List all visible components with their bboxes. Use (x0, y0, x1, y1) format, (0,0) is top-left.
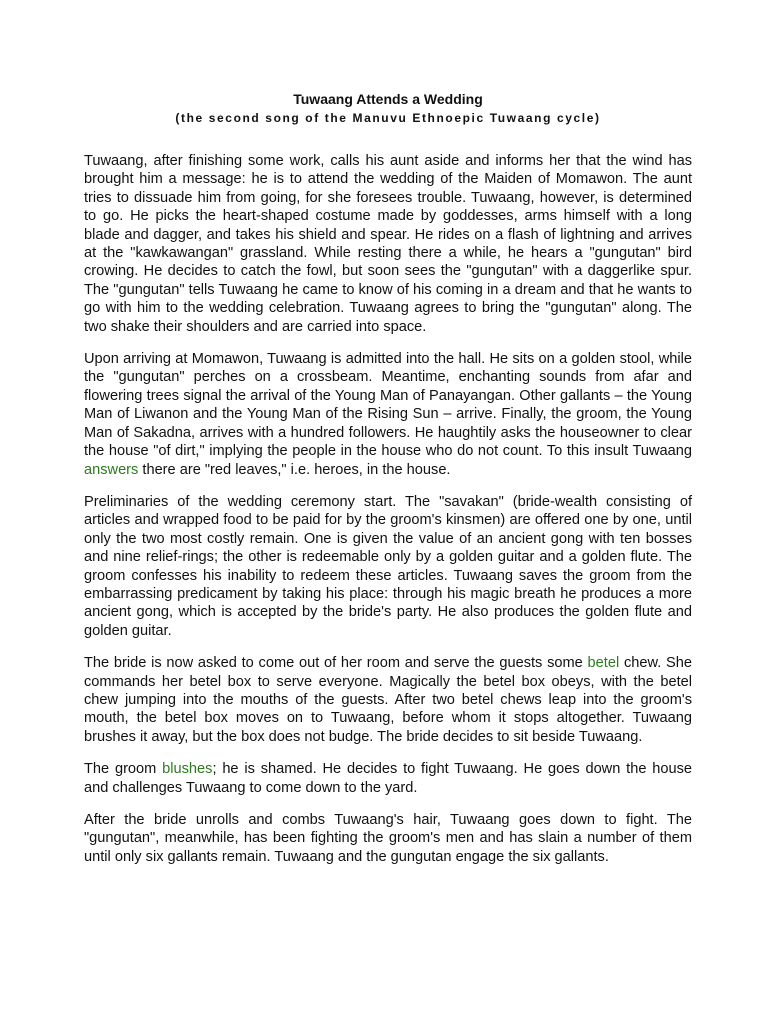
paragraph-5 (84, 760, 692, 797)
paragraph-2-text-b: there are "red leaves," i.e. heroes, in the house. (138, 461, 451, 478)
paragraph-4-text-b: chew. She commands her betel box to serve everyone. Magically the betel box obeys, with the betel chew jumping into the mouths of the guests. After two betel chews leap into the groom's mouth, the betel box moves on to Tuwaang, before whom it stops altogether. Tuwaang brushes it away, but the box does not budge. The bride decides to sit beside Tuwaang. (84, 655, 692, 745)
paragraph-5-text-b: ; he is shamed. He decides to fight Tuwaang. He goes down the house and challenges Tuwaang to come down to the yard. (84, 761, 693, 796)
link-blushes[interactable]: blushes (162, 761, 213, 778)
document-body (84, 152, 692, 866)
document-title: Tuwaang Attends a Wedding (293, 91, 483, 107)
document-subtitle: (the second song of the Manuvu Ethnoepic Tuwaang cycle) (175, 111, 601, 125)
paragraph-2 (84, 350, 692, 479)
paragraph-2-text-a: Upon arriving at Momawon, Tuwaang is admitted into the hall. He sits on a golden stool, while the "gungutan" perches on a crossbeam. Meantime, enchanting sounds from afar and flowering trees signal the arrival of the Young Man of Panayangan. Other gallants – the Young Man of Liwanon and the Young Man of the Rising Sun – arrive. Finally, the groom, the Young Man of Sakadna, arrives with a hundred followers. He haughtily asks the houseowner to clear the house "of dirt," implying the people in the house who do not count. To this insult Tuwaang (84, 351, 692, 460)
paragraph-6: After the bride unrolls and combs Tuwaang's hair, Tuwaang goes down to fight. The "gungutan", meanwhile, has been fighting the groom's men and has slain a number of them until only six gallants remain. Tuwaang and the gungutan engage the six gallants. (84, 812, 692, 865)
link-betel[interactable]: betel (587, 655, 620, 672)
paragraph-4 (84, 654, 692, 746)
paragraph-1: Tuwaang, after finishing some work, calls his aunt aside and informs her that the wind has brought him a message: he is to attend the wedding of the Maiden of Momawon. The aunt tries to dissuade him from going, for she foresees trouble. Tuwaang, however, is determined to go. He picks the heart-shaped costume made by goddesses, arms himself with a long blade and dagger, and takes his shield and spear. He rides on a flash of lightning and arrives at the "kawkawangan" grassland. While resting there a while, he hears a "gungutan" bird crowing. He decides to catch the fowl, but soon sees the "gungutan" with a daggerlike spur. The "gungutan" tells Tuwaang he came to know of his coming in a dream and that he wants to go with him to the wedding celebration. Tuwaang agrees to bring the "gungutan" along. The two shake their shoulders and are carried into space. (84, 153, 692, 335)
paragraph-3: Preliminaries of the wedding ceremony start. The "savakan" (bride-wealth consisting of articles and wrapped food to be paid for by the groom's kinsmen) are offered one by one, until only the two most costly remain. One is given the value of an ancient gong with ten bosses and nine relief-rings; the other is redeemable only by a golden guitar and a golden flute. The groom confesses his inability to redeem these articles. Tuwaang saves the groom from the embarrassing predicament by taking his place: through his magic breath he produces a more ancient gong, which is accepted by the bride's party. He also produces the golden flute and golden guitar. (84, 493, 692, 639)
paragraph-4-text-a: The bride is now asked to come out of her room and serve the guests some (84, 655, 588, 672)
paragraph-5-text-a: The groom (84, 761, 163, 778)
link-answers[interactable]: answers (84, 461, 139, 478)
